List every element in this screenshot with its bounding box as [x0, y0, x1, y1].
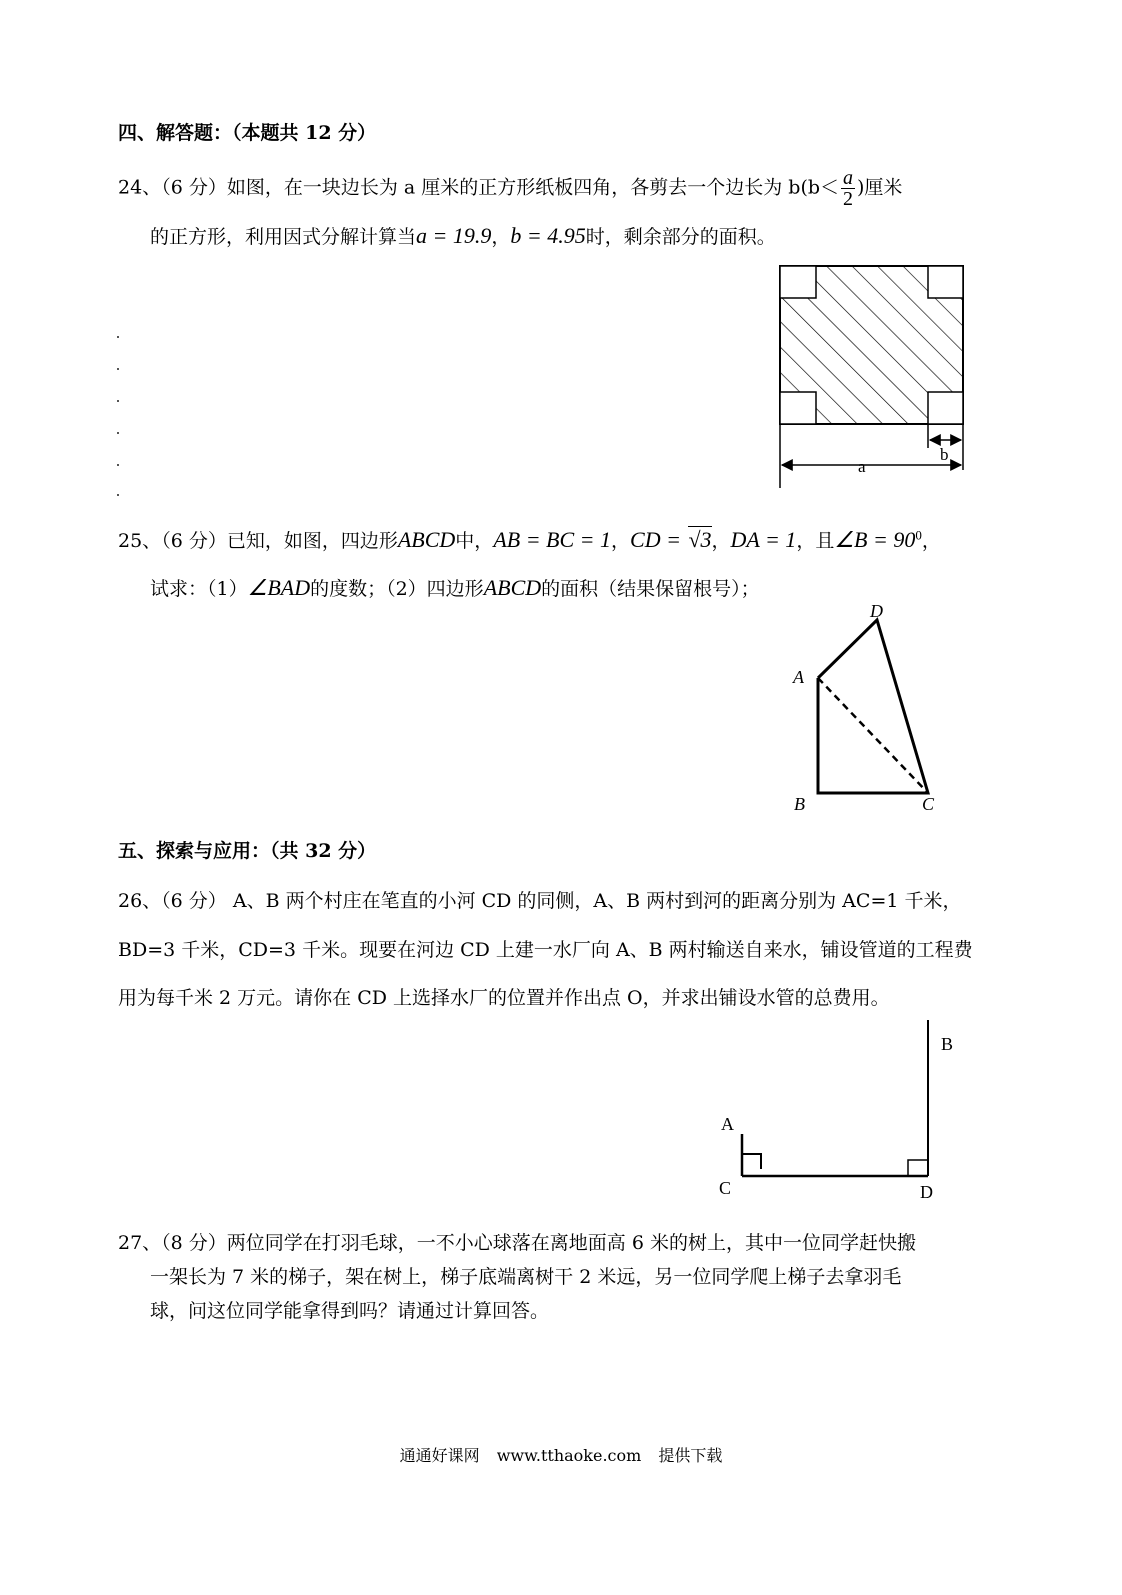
margin-dot: [117, 432, 119, 434]
q24-fraction: $\frac{a}{2}$: [843, 167, 854, 210]
q24-text-2b: 时，剩余部分的面积。: [585, 226, 776, 248]
q25-point-D: D: [870, 601, 883, 621]
footer-site-name: 通通好课网: [399, 1446, 480, 1465]
q25-expr-4: ∠B = 90: [834, 527, 916, 552]
q25-comma: ，: [611, 530, 631, 552]
q24-expr-a: a = 19.9: [416, 223, 492, 248]
q25-text-1c: ，且: [796, 530, 835, 552]
q25-text-1a: 已知，如图，四边形: [226, 530, 398, 552]
q25-line-2: [150, 574, 760, 601]
q24-text-1b: )厘米: [857, 176, 903, 199]
q25-text-2c: 的面积（结果保留根号）；: [541, 578, 760, 600]
q24-label-a: a: [858, 457, 866, 476]
quadrilateral-diagram: [818, 620, 928, 793]
q25-expr-3: DA = 1: [730, 527, 797, 552]
q27-line-2: 一架长为 7 米的梯子，架在树上，梯子底端离树干 2 米远，另一位同学爬上梯子去拿羽毛: [150, 1266, 902, 1288]
section-5-title: 五、探索与应用：（共 32 分）: [118, 840, 377, 862]
q24-text-2a: 的正方形，利用因式分解计算当: [150, 226, 417, 248]
q25-text-2b: 的度数；（2）四边形: [310, 578, 484, 600]
q24-number: 24、: [118, 176, 162, 199]
river-villages-diagram: [742, 1020, 928, 1176]
q26-line-1: 26、（6 分） A、B 两个村庄在笔直的小河 CD 的同侧，A、B 两村到河的距离分别为 AC=1 千米，: [118, 890, 962, 912]
q25-text-1d: ，: [921, 530, 941, 552]
q25-expr-2: CD = √3: [630, 527, 712, 552]
margin-dot: [117, 494, 119, 496]
cut-square-diagram: [780, 266, 963, 488]
q25-line-1: [118, 526, 941, 553]
q26-line-2: BD=3 千米，CD=3 千米。现要在河边 CD 上建一水厂向 A、B 两村输送自来水，铺设管道的工程费: [118, 939, 973, 961]
q25-point-B: B: [794, 794, 805, 814]
q25-expr-1: AB = BC = 1: [493, 527, 611, 552]
q24-score: （6 分）: [161, 176, 227, 199]
footer-url[interactable]: www.tthaoke.com: [496, 1446, 642, 1465]
page-footer: [0, 1443, 1122, 1466]
q25-quad-2: ABCD: [483, 575, 542, 600]
q26-point-B: B: [941, 1034, 954, 1054]
q25-text-1b: 中，: [455, 530, 494, 552]
q25-point-A: A: [793, 667, 804, 687]
q24-label-b: b: [940, 445, 949, 464]
q25-degree: 0: [915, 527, 922, 543]
margin-dot: [117, 368, 119, 370]
q25-number: 25、: [118, 530, 162, 552]
footer-provide: 提供下载: [658, 1446, 723, 1465]
q24-expr-b: b = 4.95: [510, 223, 586, 248]
margin-dot: [117, 464, 119, 466]
q24-text-1a: 如图，在一块边长为 a 厘米的正方形纸板四角，各剪去一个边长为 b(b＜: [226, 176, 840, 199]
section-4-title: 四、解答题：（本题共 12 分）: [118, 122, 377, 144]
q25-comma: ，: [711, 530, 731, 552]
q26-point-C: C: [719, 1178, 732, 1198]
margin-dot: [117, 336, 119, 338]
q25-angle: ∠BAD: [247, 575, 311, 600]
margin-dot: [117, 400, 119, 402]
q25-score: （6 分）: [161, 530, 227, 552]
q26-line-3: 用为每千米 2 万元。请你在 CD 上选择水厂的位置并作出点 O，并求出铺设水管的总费用。: [118, 987, 890, 1009]
q27-line-1: 27、（8 分）两位同学在打羽毛球，一不小心球落在离地面高 6 米的树上，其中一位同学赶快搬: [118, 1232, 916, 1254]
q27-line-3: 球，问这位同学能拿得到吗？请通过计算回答。: [150, 1300, 550, 1322]
q25-quad: ABCD: [397, 527, 456, 552]
q26-point-A: A: [721, 1114, 734, 1134]
q25-text-2a: 试求：（1）: [150, 578, 248, 600]
q25-point-C: C: [922, 794, 935, 814]
q26-point-D: D: [920, 1182, 933, 1202]
q24-sep: ，: [491, 226, 511, 248]
